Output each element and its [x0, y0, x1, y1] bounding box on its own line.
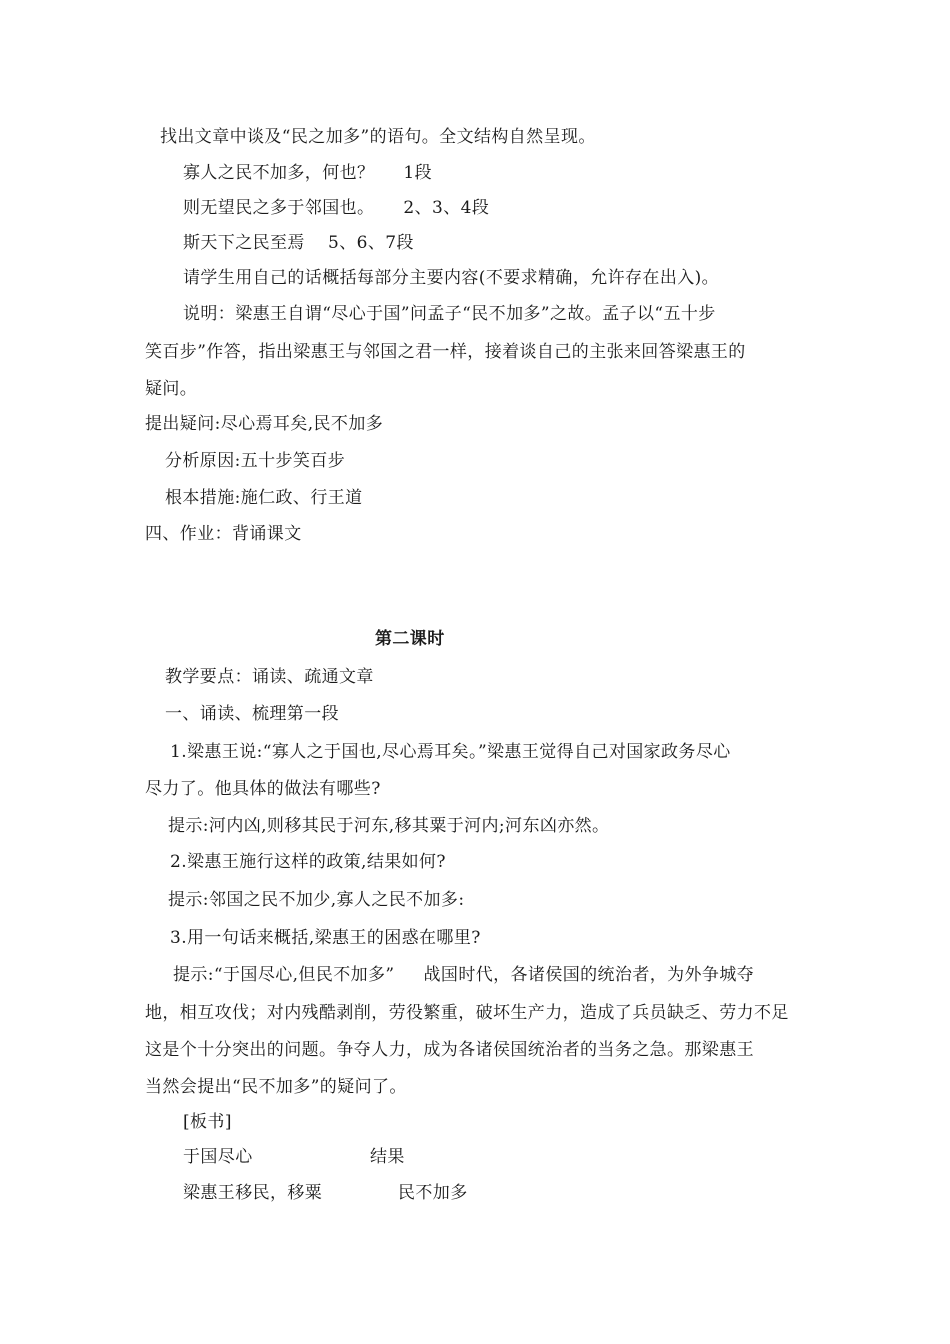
board-label: [板书]	[183, 1112, 232, 1132]
question-1-line-1: 1.梁惠王说:“寡人之于国也,尽心焉耳矣。”梁惠王觉得自己对国家政务尽心	[170, 742, 731, 762]
board-row-2-left: 梁惠王移民，移粟	[183, 1183, 323, 1203]
paragraph-2-text: 则无望民之多于邻国也。 2、3、4段	[183, 198, 490, 218]
board-row-2-right: 民不加多	[398, 1183, 468, 1203]
paragraph-3-text: 斯天下之民至焉 5、6、7段	[183, 233, 414, 253]
question-2-text: 2.梁惠王施行这样的政策,结果如何?	[170, 852, 446, 872]
lesson-title: 第二课时	[375, 629, 445, 649]
summary-question: 提出疑问:尽心焉耳矣,民不加多	[145, 414, 384, 434]
hint-2-text: 提示:邻国之民不加少,寡人之民不加多:	[168, 890, 465, 910]
hint-1-text: 提示:河内凶,则移其民于河东,移其粟于河内;河东凶亦然。	[168, 816, 610, 836]
board-row-1-right: 结果	[370, 1147, 405, 1167]
explanation-line-2: 笑百步”作答，指出梁惠王与邻国之君一样，接着谈自己的主张来回答梁惠王的	[145, 342, 746, 362]
hint-3-line-1: 提示:“于国尽心,但民不加多” 战国时代，各诸侯国的统治者，为外争城夺	[173, 965, 755, 985]
hint-3-line-3: 这是个十分突出的问题。争夺人力，成为各诸侯国统治者的当务之急。那梁惠王	[145, 1040, 754, 1060]
summary-measure: 根本措施:施仁政、行王道	[165, 488, 363, 508]
summary-cause: 分析原因:五十步笑百步	[165, 451, 346, 471]
question-3-text: 3.用一句话来概括,梁惠王的困惑在哪里?	[170, 928, 481, 948]
question-1-line-2: 尽力了。他具体的做法有哪些?	[145, 779, 381, 799]
key-point-text: 教学要点：诵读、疏通文章	[165, 667, 374, 687]
explanation-line-3: 疑问。	[145, 379, 198, 399]
explanation-line-1: 说明：梁惠王自谓“尽心于国”问孟子“民不加多”之故。孟子以“五十步	[183, 304, 716, 324]
intro-text: 找出文章中谈及“民之加多”的语句。全文结构自然呈现。	[160, 127, 596, 147]
board-row-1-left: 于国尽心	[183, 1147, 253, 1167]
homework-text: 四、作业：背诵课文	[145, 524, 302, 544]
paragraph-1-text: 寡人之民不加多，何也？ 1段	[183, 163, 433, 183]
instruction-text: 请学生用自己的话概括每部分主要内容(不要求精确，允许存在出入)。	[183, 268, 720, 288]
part-1-heading: 一、诵读、梳理第一段	[165, 704, 339, 724]
hint-3-line-2: 地，相互攻伐；对内残酷剥削，劳役繁重，破坏生产力，造成了兵员缺乏、劳力不足	[145, 1003, 789, 1023]
hint-3-line-4: 当然会提出“民不加多”的疑问了。	[145, 1077, 407, 1097]
